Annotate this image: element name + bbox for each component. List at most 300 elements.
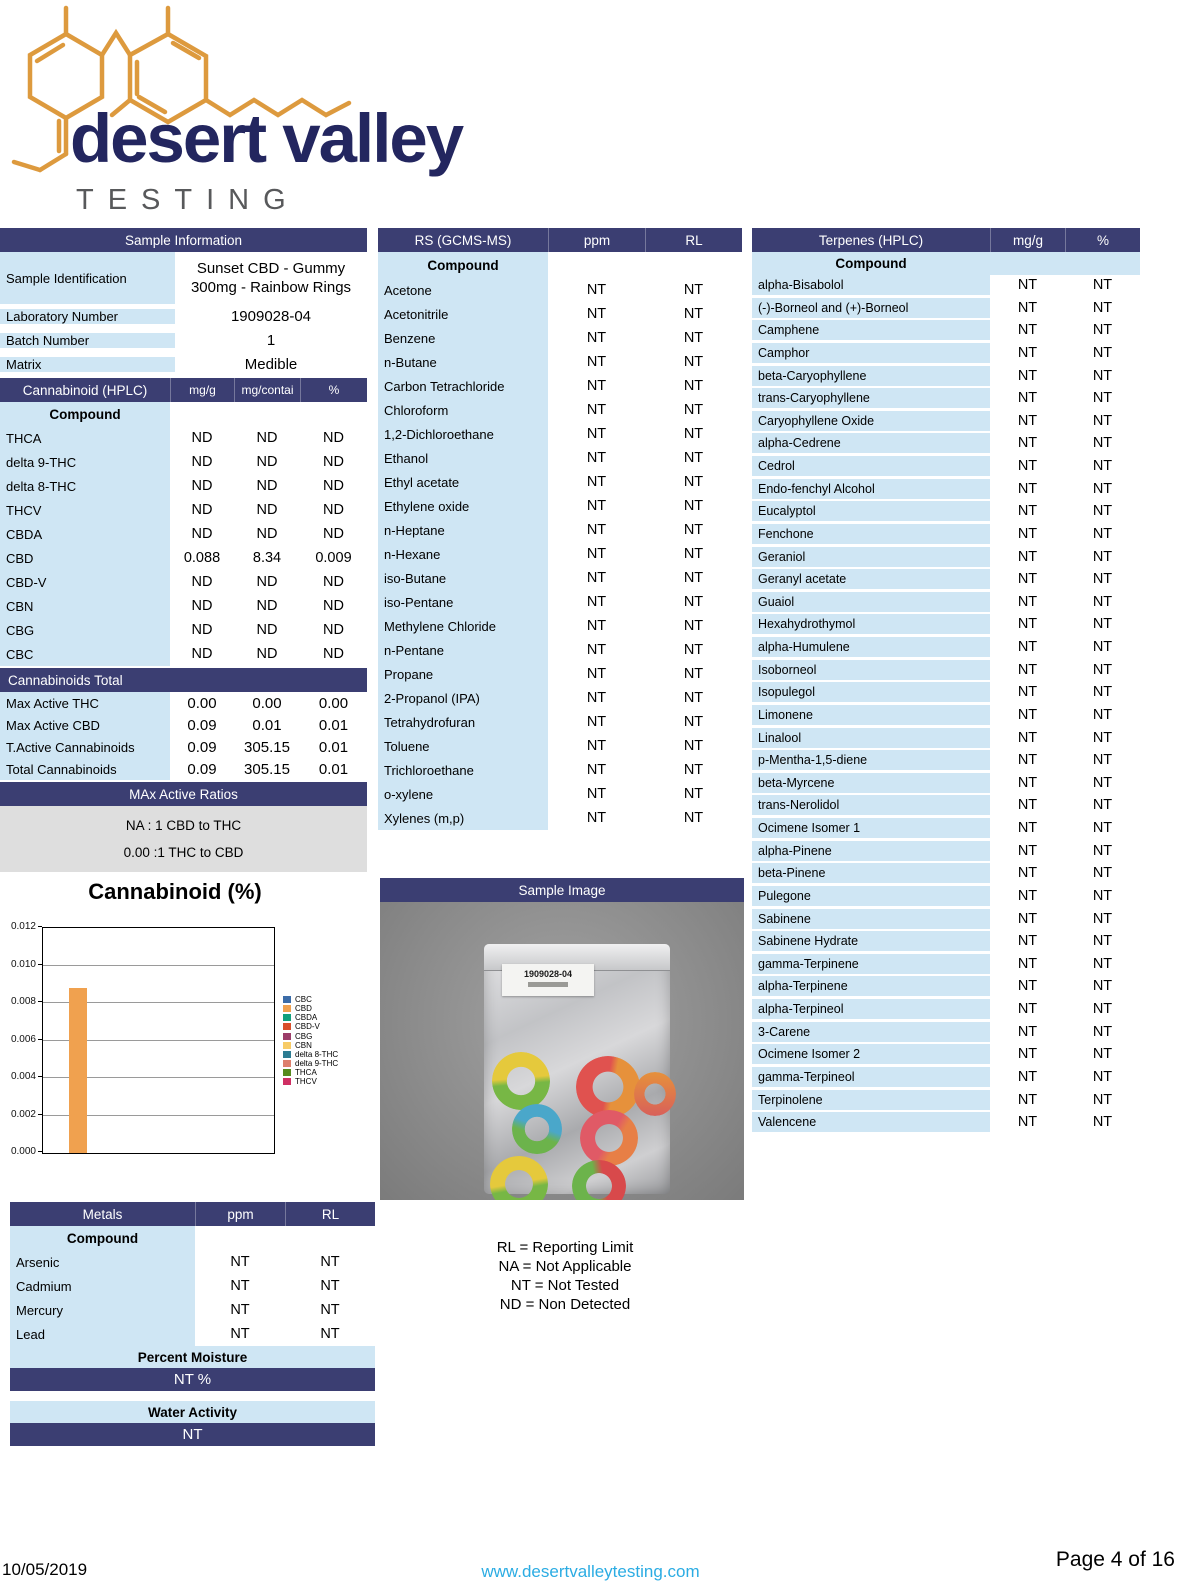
- row-value: ND: [191, 454, 213, 470]
- row-value: NT: [586, 498, 607, 514]
- row-value: NT: [586, 282, 607, 298]
- table-row: [378, 518, 742, 542]
- row-label: alpha-Bisabolol: [752, 275, 990, 295]
- cannabinoid-table-body: [0, 426, 367, 666]
- gummy-ring: [492, 1052, 550, 1110]
- row-value: NT: [586, 594, 607, 610]
- legend-label: CBDA: [295, 1013, 318, 1023]
- row-value: NT: [1017, 820, 1038, 836]
- row-label: Total Cannabinoids: [0, 758, 170, 780]
- table-row: [752, 931, 1140, 951]
- row-label: alpha-Humulene: [752, 637, 990, 657]
- row-value: 1909028-04: [230, 307, 312, 325]
- cannabinoids-total-header: Cannabinoids Total: [0, 668, 367, 692]
- row-value: NT: [1092, 933, 1113, 950]
- abbr-nd: ND = Non Detected: [499, 1296, 631, 1313]
- row-value: 0.00: [318, 694, 349, 712]
- row-value: NT: [683, 498, 704, 514]
- terpenes-table-body: [752, 275, 1140, 1132]
- row-label: Terpinolene: [752, 1090, 990, 1110]
- cannabinoids-total-table: [0, 668, 367, 780]
- table-row: [752, 795, 1140, 815]
- row-value: NT: [586, 690, 607, 706]
- table-row: [0, 450, 367, 474]
- row-value: NT: [586, 522, 607, 538]
- row-label: alpha-Pinene: [752, 841, 990, 861]
- percent-moisture-label: Percent Moisture: [10, 1346, 375, 1368]
- row-value: ND: [256, 622, 278, 638]
- abbr-nt: NT = Not Tested: [510, 1277, 620, 1294]
- legend-label: CBD-V: [295, 1022, 320, 1032]
- row-value: NT: [1017, 887, 1038, 904]
- abbr-na: NA = Not Applicable: [498, 1258, 632, 1275]
- row-value: NT: [1092, 322, 1113, 339]
- y-tick-label: 0.006: [10, 1033, 36, 1045]
- row-value: 0.00: [187, 694, 217, 712]
- table-row: [752, 976, 1140, 996]
- row-value: NT: [1017, 548, 1038, 565]
- row-value: ND: [256, 478, 278, 494]
- row-value: NT: [586, 330, 607, 346]
- row-value: NT: [586, 570, 607, 586]
- row-value: NT: [586, 306, 607, 322]
- cannabinoid-hplc-table: [0, 378, 367, 666]
- row-label: Acetone: [378, 278, 548, 302]
- row-value: NT: [1092, 729, 1113, 746]
- row-value: NT: [586, 642, 607, 658]
- row-label: Linalool: [752, 728, 990, 748]
- row-value: ND: [323, 430, 344, 446]
- table-row: [752, 909, 1140, 929]
- row-value: NT: [1092, 458, 1113, 474]
- row-value: NT: [1092, 842, 1113, 859]
- row-label: Valencene: [752, 1112, 990, 1132]
- col-header-mgg: mg/g: [990, 228, 1065, 252]
- row-value: NT: [1017, 729, 1038, 746]
- row-value: 0.01: [318, 738, 349, 756]
- row-label: CBD: [0, 546, 170, 570]
- row-value: NT: [1017, 774, 1038, 791]
- row-value: NT: [586, 426, 607, 442]
- max-active-ratios-box: [0, 806, 367, 872]
- row-value: NT: [1017, 480, 1038, 497]
- sample-info-row: [0, 252, 367, 304]
- row-label: Chloroform: [378, 398, 548, 422]
- table-row: [0, 642, 367, 666]
- table-row: [752, 524, 1140, 544]
- row-value: NT: [683, 402, 704, 418]
- legend-swatch: [283, 996, 291, 1003]
- row-value: NT: [1017, 752, 1038, 769]
- table-row: [0, 498, 367, 522]
- row-value: NT: [683, 378, 704, 394]
- legend-swatch: [283, 1069, 291, 1076]
- row-value: NT: [586, 378, 607, 394]
- row-value: NT: [1017, 1068, 1038, 1085]
- table-row: [0, 546, 367, 570]
- table-row: [752, 388, 1140, 408]
- row-value: NT: [1092, 887, 1113, 904]
- row-value: NT: [1017, 593, 1038, 610]
- table-row: [0, 594, 367, 618]
- compound-subheader: Compound: [0, 402, 170, 426]
- brand-name: desert valley: [70, 100, 463, 177]
- row-value: ND: [323, 598, 344, 614]
- row-value: NT: [1092, 503, 1113, 520]
- row-value: 0.09: [187, 716, 217, 734]
- row-label: Caryophyllene Oxide: [752, 411, 990, 431]
- row-value: ND: [323, 574, 344, 590]
- row-value: NT: [1017, 367, 1038, 384]
- table-row: [752, 1090, 1140, 1110]
- table-row: [378, 326, 742, 350]
- table-row: [0, 714, 367, 736]
- row-label: alpha-Cedrene: [752, 433, 990, 453]
- table-row: [752, 411, 1140, 431]
- row-value: NT: [1017, 412, 1038, 429]
- legend-label: THCV: [295, 1077, 317, 1087]
- sample-information-header: Sample Information: [0, 228, 367, 252]
- row-value: 0.09: [187, 738, 217, 756]
- row-label: Mercury: [10, 1298, 195, 1322]
- row-value: ND: [191, 526, 213, 542]
- row-label: delta 9-THC: [0, 450, 170, 474]
- row-label: Ethanol: [378, 446, 548, 470]
- table-row: [752, 320, 1140, 340]
- sample-info-row: [0, 304, 367, 328]
- row-label: Isopulegol: [752, 682, 990, 702]
- row-label: CBN: [0, 594, 170, 618]
- table-row: [752, 433, 1140, 453]
- table-row: [378, 470, 742, 494]
- row-value: NT: [1017, 277, 1038, 293]
- cannabinoid-percent-chart: [0, 875, 375, 1175]
- row-label: Geranyl acetate: [752, 569, 990, 589]
- row-label: CBC: [0, 642, 170, 666]
- col-header-rl: RL: [645, 228, 742, 252]
- row-value: ND: [256, 526, 278, 542]
- table-row: [378, 494, 742, 518]
- table-row: [752, 569, 1140, 589]
- y-tick-label: 0.004: [10, 1071, 36, 1082]
- rs-table-body: [378, 278, 742, 830]
- row-value: NT: [683, 522, 704, 538]
- row-label: iso-Pentane: [378, 590, 548, 614]
- row-value: NT: [1017, 910, 1038, 927]
- row-value: 8.34: [252, 550, 282, 566]
- sample-info-row: [0, 328, 367, 352]
- row-value: 0.009: [315, 550, 352, 566]
- row-value: ND: [191, 478, 213, 494]
- legend-swatch: [283, 1060, 291, 1067]
- row-label: THCV: [0, 498, 170, 522]
- row-value: NT: [1017, 458, 1038, 474]
- legend-label: delta 9-THC: [295, 1059, 339, 1069]
- col-header-ppm: ppm: [195, 1202, 285, 1226]
- table-row: [752, 1022, 1140, 1042]
- row-value: NT: [1017, 1023, 1038, 1040]
- row-value: NT: [683, 282, 704, 298]
- row-value: ND: [256, 430, 278, 446]
- row-label: THCA: [0, 426, 170, 450]
- row-value: ND: [191, 430, 213, 446]
- table-row: [378, 614, 742, 638]
- row-value: ND: [191, 598, 213, 614]
- row-value: NT: [1017, 616, 1038, 633]
- sample-image-header: Sample Image: [380, 878, 744, 902]
- col-header-pct: %: [300, 378, 367, 402]
- row-value: NT: [1092, 978, 1113, 995]
- table-row: [378, 806, 742, 830]
- chart-y-axis: [0, 921, 38, 1157]
- row-value: NT: [1092, 593, 1113, 610]
- footer-page-number: Page 4 of 16: [1055, 1548, 1175, 1571]
- bag-label: [502, 964, 594, 996]
- row-label: n-Heptane: [378, 518, 548, 542]
- table-row: [0, 570, 367, 594]
- max-active-ratios-header: MAx Active Ratios: [0, 782, 367, 806]
- row-value: NT: [1092, 571, 1113, 588]
- chart-legend: [283, 995, 338, 1087]
- gummy-ring: [572, 1160, 626, 1200]
- row-value: NT: [586, 402, 607, 418]
- row-label: trans-Caryophyllene: [752, 388, 990, 408]
- row-value: NT: [1017, 639, 1038, 655]
- row-value: 305.15: [244, 760, 290, 778]
- residual-solvents-table: [378, 228, 742, 830]
- row-value: ND: [191, 646, 213, 662]
- y-tick-label: 0.012: [10, 921, 36, 932]
- gummy-ring: [512, 1104, 562, 1154]
- ratio-line-thc-to-cbd: 0.00 :1 THC to CBD: [123, 845, 244, 860]
- row-label: CBG: [0, 618, 170, 642]
- row-value: NT: [1017, 661, 1038, 678]
- row-label: Trichloroethane: [378, 758, 548, 782]
- row-label: o-xylene: [378, 782, 548, 806]
- row-value: NT: [1017, 435, 1038, 452]
- row-value: NT: [230, 1254, 250, 1270]
- row-label: 1,2-Dichloroethane: [378, 422, 548, 446]
- table-row: [752, 728, 1140, 748]
- legend-item: [283, 1013, 338, 1022]
- table-row: [752, 886, 1140, 906]
- row-value: NT: [586, 786, 607, 802]
- water-activity-value: NT: [10, 1423, 375, 1446]
- row-value: NT: [586, 546, 607, 562]
- row-value: NT: [1092, 480, 1113, 497]
- row-label: Laboratory Number: [0, 309, 175, 324]
- row-value: NT: [230, 1278, 250, 1294]
- row-label: Acetonitrile: [378, 302, 548, 326]
- row-value: NT: [1092, 299, 1113, 316]
- y-tick-label: 0.000: [10, 1146, 36, 1157]
- row-value: NT: [683, 354, 704, 370]
- row-label: Propane: [378, 662, 548, 686]
- abbr-rl: RL = Reporting Limit: [496, 1239, 634, 1256]
- logo: [0, 0, 580, 228]
- row-value: ND: [323, 454, 344, 470]
- row-value: NT: [1092, 412, 1113, 429]
- row-label: CBD-V: [0, 570, 170, 594]
- cannabinoids-total-body: [0, 692, 367, 780]
- row-value: NT: [1092, 616, 1113, 633]
- row-value: NT: [683, 762, 704, 778]
- table-row: [378, 350, 742, 374]
- row-label: Arsenic: [10, 1250, 195, 1274]
- row-value: NT: [230, 1326, 250, 1342]
- row-value: NT: [683, 570, 704, 586]
- row-value: ND: [323, 646, 344, 662]
- terpenes-table: [752, 228, 1140, 1135]
- row-value: 0.01: [318, 716, 349, 734]
- legend-swatch: [283, 1051, 291, 1058]
- row-value: NT: [1092, 661, 1113, 678]
- metals-table-body: [10, 1250, 375, 1346]
- table-row: [752, 547, 1140, 567]
- row-value: NT: [320, 1326, 340, 1342]
- water-activity-label: Water Activity: [10, 1401, 375, 1423]
- legend-label: CBC: [295, 994, 312, 1004]
- legend-item: [283, 1041, 338, 1050]
- table-row: [752, 637, 1140, 657]
- legend-swatch: [283, 1078, 291, 1085]
- legend-swatch: [283, 1033, 291, 1040]
- compound-subheader-row: [10, 1226, 375, 1250]
- row-label: Limonene: [752, 705, 990, 725]
- row-label: CBDA: [0, 522, 170, 546]
- bar-CBD: [69, 988, 87, 1153]
- row-label: Ethyl acetate: [378, 470, 548, 494]
- row-value: NT: [683, 474, 704, 490]
- row-value: NT: [1092, 1023, 1113, 1040]
- row-value: NT: [320, 1254, 340, 1270]
- row-label: iso-Butane: [378, 566, 548, 590]
- gummy-ring: [576, 1056, 640, 1118]
- row-value: ND: [323, 502, 344, 518]
- row-value: NT: [230, 1302, 250, 1318]
- table-row: [752, 479, 1140, 499]
- row-value: 305.15: [244, 738, 290, 756]
- row-label: Benzene: [378, 326, 548, 350]
- cannabinoid-table-title: Cannabinoid (HPLC): [22, 382, 148, 398]
- table-row: [752, 841, 1140, 861]
- max-active-ratios-section: [0, 782, 367, 872]
- legend-item: [283, 1069, 338, 1078]
- row-label: n-Hexane: [378, 542, 548, 566]
- row-value: Sunset CBD - Gummy 300mg - Rainbow Rings: [190, 260, 352, 296]
- row-value: NT: [1092, 639, 1113, 655]
- table-row: [378, 686, 742, 710]
- col-header-pct: %: [1065, 228, 1140, 252]
- table-row: [378, 398, 742, 422]
- row-label: Cadmium: [10, 1274, 195, 1298]
- sample-information-table: [0, 228, 367, 376]
- row-value: NT: [586, 474, 607, 490]
- row-value: NT: [683, 426, 704, 442]
- gummy-ring: [634, 1072, 676, 1116]
- row-value: NT: [1092, 390, 1113, 407]
- row-label: Ethylene oxide: [378, 494, 548, 518]
- row-label: Isoborneol: [752, 660, 990, 680]
- row-value: NT: [1017, 865, 1038, 882]
- table-row: [752, 863, 1140, 883]
- table-row: [752, 298, 1140, 318]
- row-value: NT: [1017, 684, 1038, 701]
- row-value: NT: [1017, 1046, 1038, 1063]
- brand-subtitle: TESTING: [76, 184, 300, 216]
- table-row: [10, 1298, 375, 1322]
- row-value: Medible: [244, 355, 298, 373]
- row-label: Sabinene: [752, 909, 990, 929]
- row-value: NT: [1092, 910, 1113, 927]
- compound-subheader: Compound: [752, 252, 990, 275]
- row-label: p-Mentha-1,5-diene: [752, 750, 990, 770]
- table-row: [378, 734, 742, 758]
- row-label: Guaiol: [752, 592, 990, 612]
- row-label: Ocimene Isomer 1: [752, 818, 990, 838]
- row-value: NT: [1017, 390, 1038, 407]
- row-label: Carbon Tetrachloride: [378, 374, 548, 398]
- table-row: [378, 662, 742, 686]
- table-row: [378, 590, 742, 614]
- terpenes-table-title: Terpenes (HPLC): [818, 232, 924, 248]
- sample-bag: [484, 944, 670, 1194]
- table-row: [0, 474, 367, 498]
- row-value: ND: [323, 478, 344, 494]
- row-label: Camphene: [752, 320, 990, 340]
- table-row: [10, 1322, 375, 1346]
- y-tick-label: 0.010: [10, 958, 36, 970]
- legend-item: [283, 1050, 338, 1059]
- row-label: Geraniol: [752, 547, 990, 567]
- row-label: Max Active THC: [0, 692, 170, 714]
- row-label: alpha-Terpinene: [752, 976, 990, 996]
- col-header-ppm: ppm: [548, 228, 645, 252]
- row-label: gamma-Terpineol: [752, 1067, 990, 1087]
- table-row: [752, 999, 1140, 1019]
- bag-label-line2: [528, 982, 568, 987]
- row-value: 0.088: [183, 550, 221, 566]
- row-label: Sabinene Hydrate: [752, 931, 990, 951]
- row-value: NT: [683, 330, 704, 346]
- row-value: NT: [1092, 277, 1113, 293]
- legend-item: [283, 1078, 338, 1087]
- table-row: [752, 614, 1140, 634]
- row-label: trans-Nerolidol: [752, 795, 990, 815]
- gummy-ring: [490, 1156, 548, 1200]
- table-row: [752, 705, 1140, 725]
- row-value: NT: [1092, 1001, 1113, 1017]
- table-row: [752, 773, 1140, 793]
- footer-website-link[interactable]: www.desertvalleytesting.com: [481, 1562, 700, 1581]
- metals-table: [10, 1202, 375, 1446]
- legend-swatch: [283, 1023, 291, 1030]
- legend-label: CBG: [295, 1031, 313, 1041]
- table-row: [752, 501, 1140, 521]
- row-value: NT: [1092, 1068, 1113, 1085]
- table-row: [752, 750, 1140, 770]
- row-label: Lead: [10, 1322, 195, 1346]
- legend-swatch: [283, 1042, 291, 1049]
- table-row: [752, 660, 1140, 680]
- table-row: [752, 343, 1140, 363]
- table-row: [752, 954, 1140, 974]
- row-value: NT: [1092, 344, 1113, 361]
- row-value: NT: [1017, 344, 1038, 361]
- row-value: ND: [323, 526, 344, 542]
- row-value: NT: [586, 714, 607, 730]
- row-value: NT: [1092, 774, 1113, 791]
